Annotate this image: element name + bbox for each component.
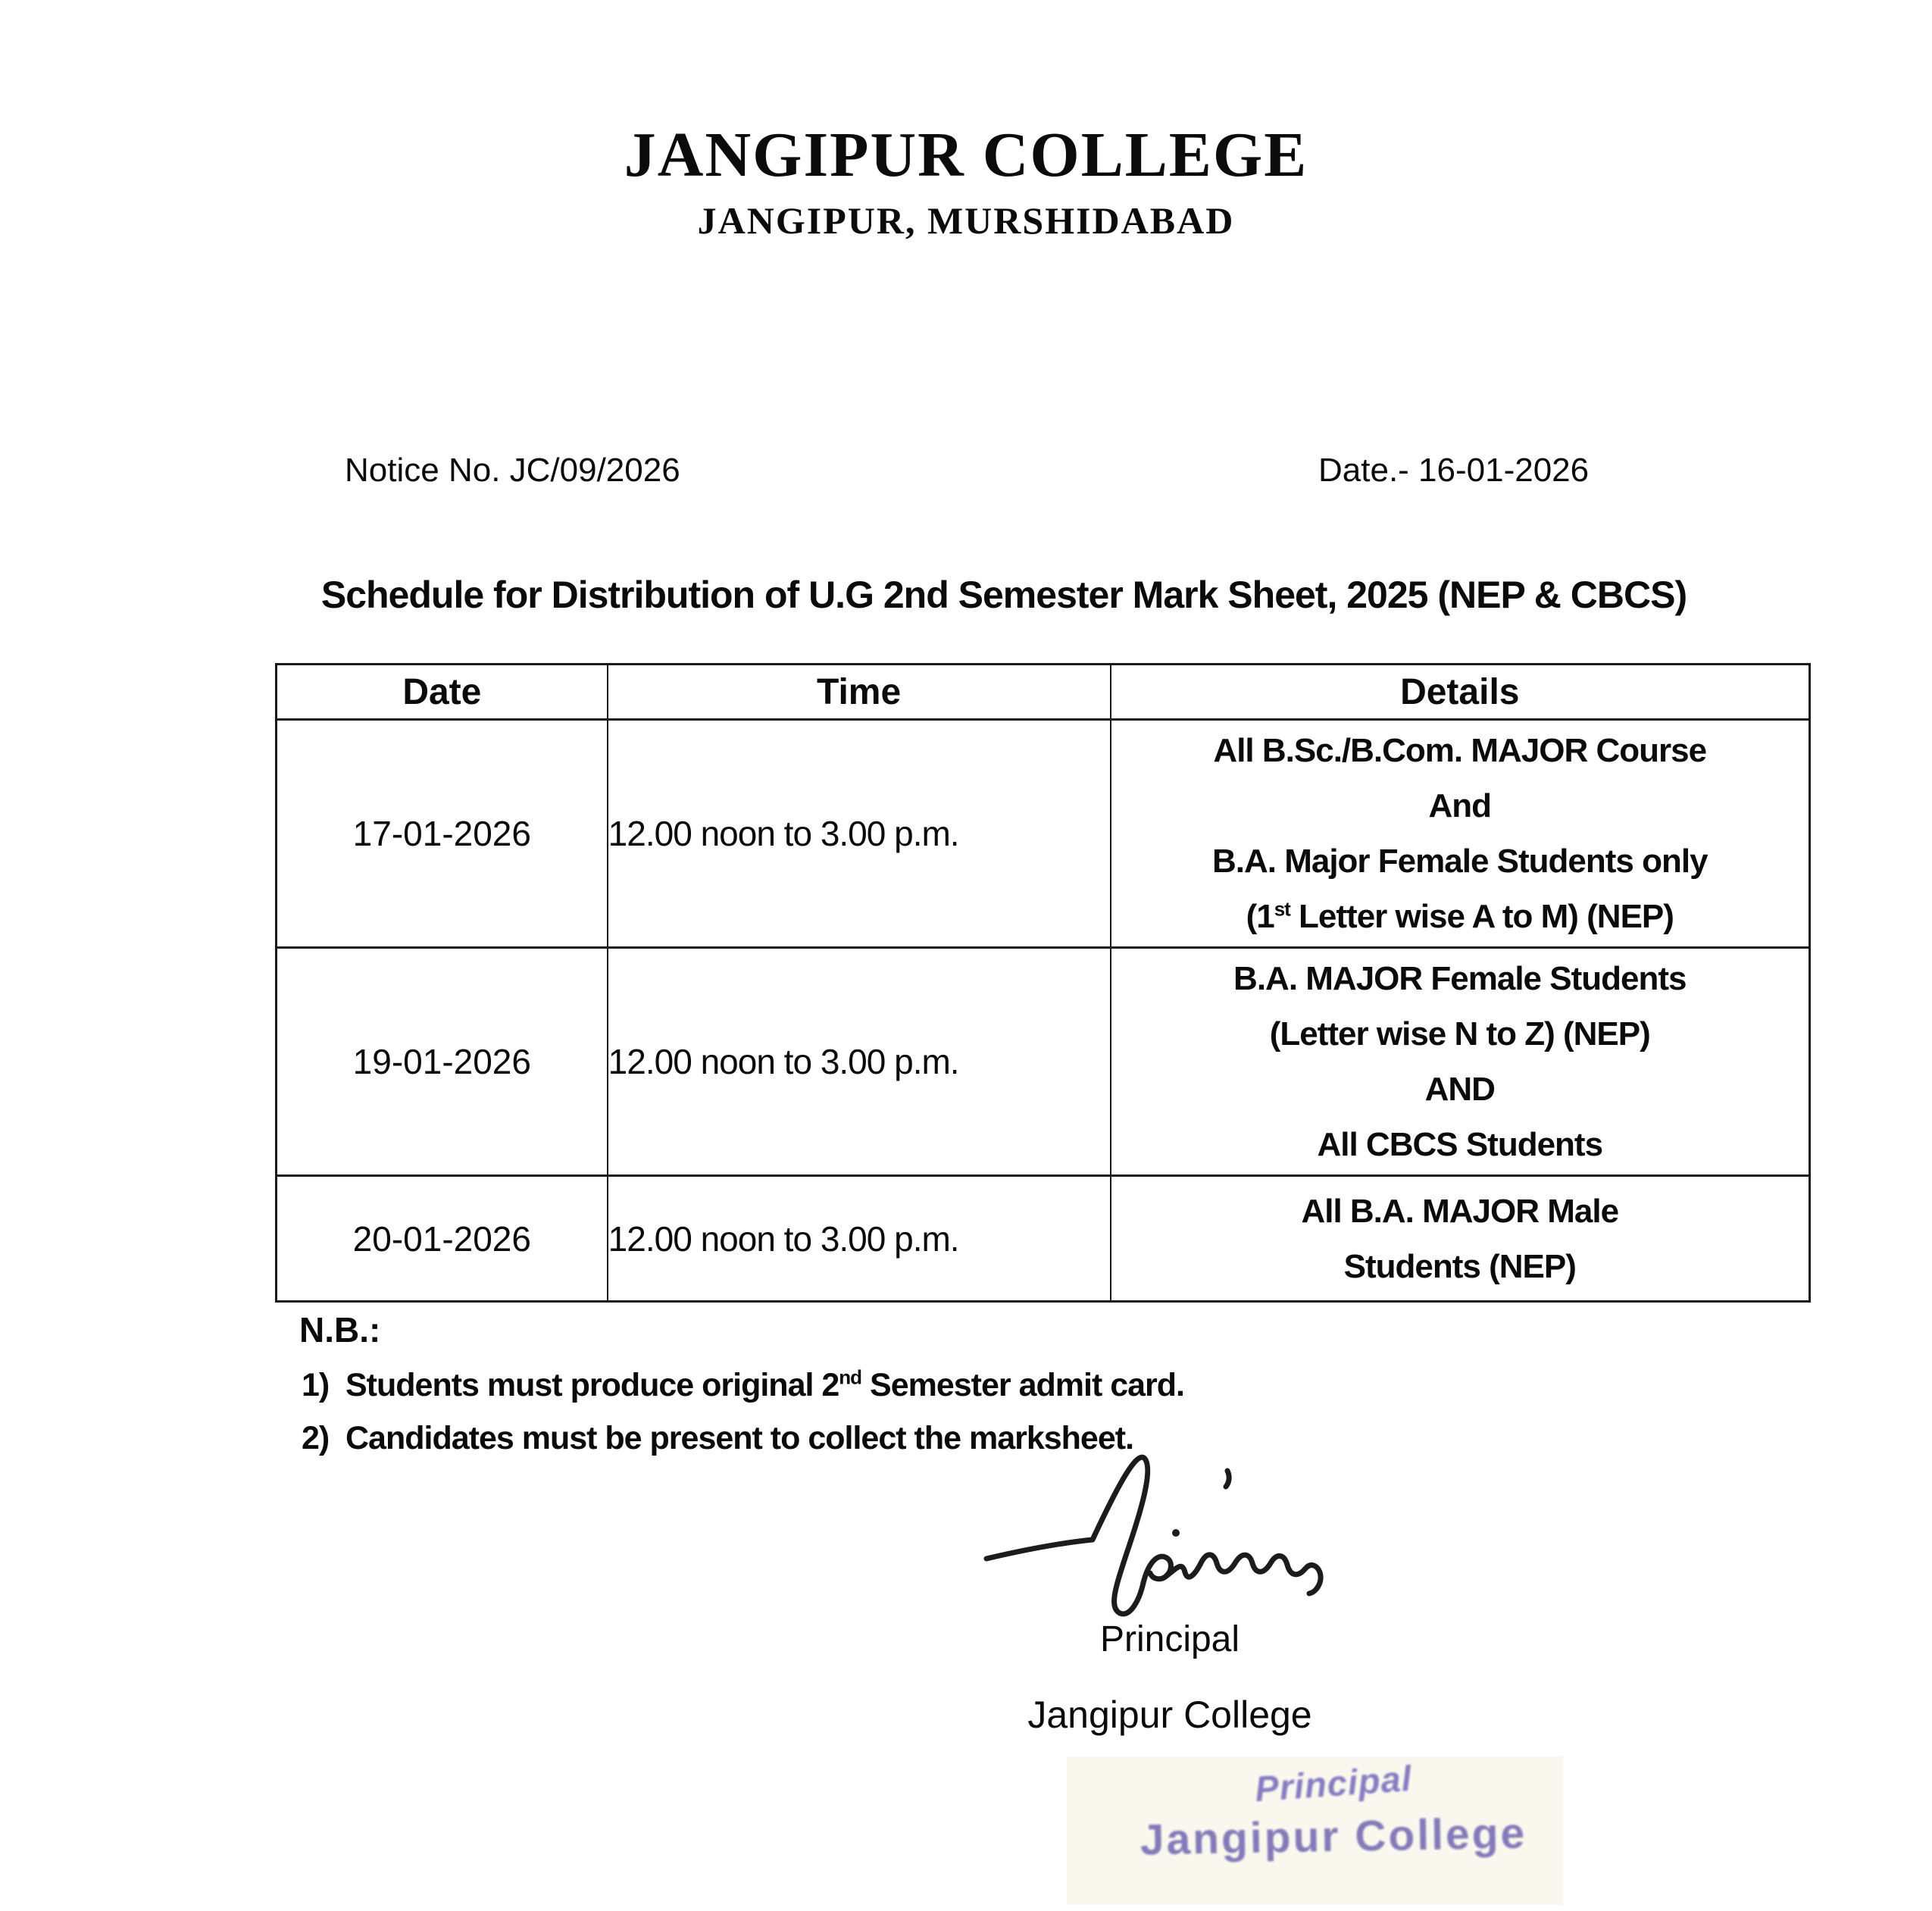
nb-label: N.B.:: [299, 1310, 381, 1350]
column-header-time: Time: [608, 665, 1111, 720]
time-cell: 12.00 noon to 3.00 p.m.: [608, 948, 1111, 1176]
table-row: [277, 1176, 1810, 1302]
note-number: 1): [302, 1367, 330, 1403]
date-cell: 20-01-2026: [277, 1176, 608, 1302]
table-header-row: [277, 665, 1810, 720]
details-cell: [1111, 948, 1810, 1176]
schedule-heading: Schedule for Distribution of U.G 2nd Semester Mark Sheet, 2025 (NEP & CBCS): [320, 574, 1687, 616]
principal-stamp: [1061, 1757, 1606, 1865]
notice-number: Notice No. JC/09/2026: [345, 452, 680, 489]
note-item: [302, 1367, 1184, 1404]
note-text: Students must produce original 2nd Semester admit card.: [345, 1365, 1184, 1403]
details-line: (Letter wise N to Z) (NEP): [1269, 1015, 1650, 1052]
signatory-designation: Principal: [1099, 1619, 1240, 1659]
stamp-designation: Principal: [1253, 1757, 1414, 1809]
details-line: All B.Sc./B.Com. MAJOR Course: [1213, 732, 1707, 769]
ordinal-superscript: st: [1274, 897, 1290, 921]
details-line: And: [1428, 787, 1492, 824]
time-cell: 12.00 noon to 3.00 p.m.: [608, 720, 1111, 948]
principal-signature-icon: [977, 1443, 1333, 1625]
details-line: All CBCS Students: [1317, 1126, 1603, 1163]
details-cell: [1111, 720, 1810, 948]
note-number: 2): [302, 1420, 330, 1456]
date-cell: 19-01-2026: [277, 948, 608, 1176]
stamp-institution: Jangipur College: [1140, 1809, 1527, 1865]
details-cell: [1111, 1176, 1810, 1302]
details-line: B.A. MAJOR Female Students: [1233, 960, 1687, 997]
date-cell: 17-01-2026: [277, 720, 608, 948]
note-text: Candidates must be present to collect the marksheet.: [345, 1420, 1134, 1456]
details-line: B.A. Major Female Students only: [1211, 843, 1708, 880]
table-row: [277, 948, 1810, 1176]
details-line: Students (NEP): [1343, 1247, 1576, 1285]
notice-date: Date.- 16-01-2026: [1318, 452, 1590, 489]
schedule-table: [275, 663, 1811, 1303]
ordinal-superscript: nd: [839, 1365, 862, 1389]
signatory-institution: Jangipur College: [1027, 1694, 1312, 1736]
time-cell: 12.00 noon to 3.00 p.m.: [608, 1176, 1111, 1302]
table-row: [277, 720, 1810, 948]
details-line: AND: [1424, 1071, 1495, 1108]
details-line: All B.A. MAJOR Male: [1301, 1192, 1619, 1230]
column-header-details: Details: [1111, 665, 1810, 720]
column-header-date: Date: [277, 665, 608, 720]
details-line: (1st Letter wise A to M) (NEP): [1246, 897, 1674, 935]
college-subtitle: JANGIPUR, MURSHIDABAD: [697, 199, 1235, 242]
college-title: JANGIPUR COLLEGE: [624, 120, 1308, 190]
